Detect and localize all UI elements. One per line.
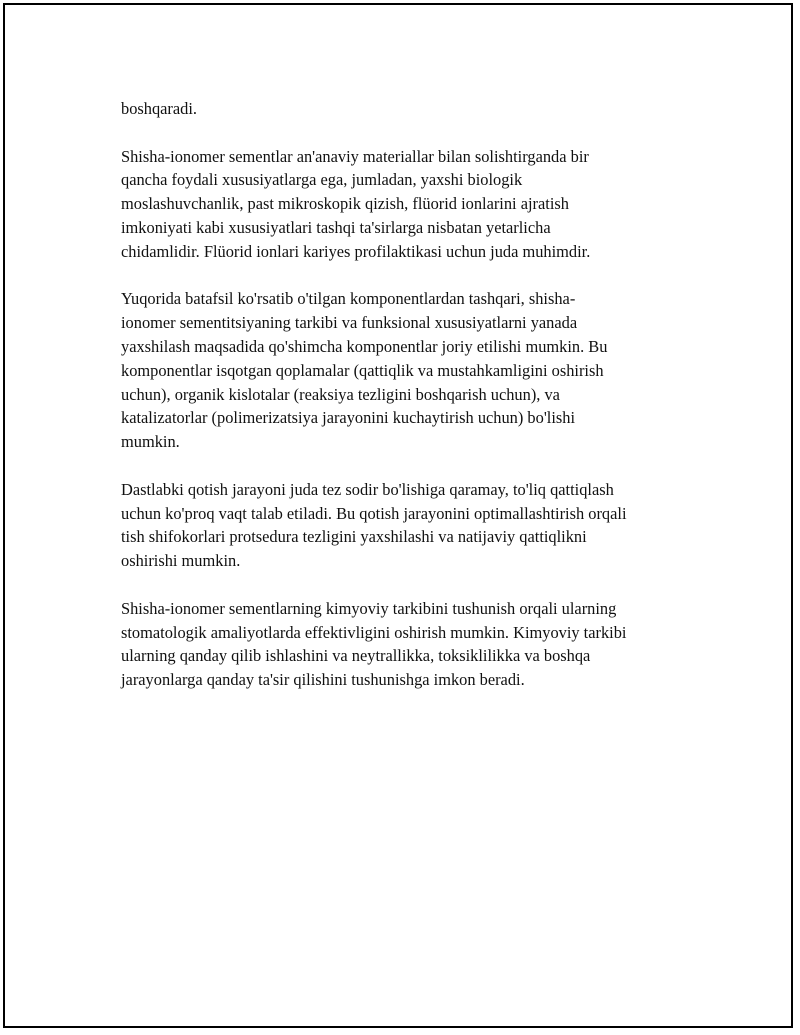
text-line: uchun), organik kislotalar (reaksiya tezligini boshqarish uchun), va: [121, 384, 560, 404]
text-line: jarayonlarga qanday ta'sir qilishini tushunishga imkon beradi.: [121, 670, 525, 690]
text-line: katalizatorlar (polimerizatsiya jarayonini kuchaytirish uchun) bo'lishi: [121, 408, 576, 428]
text-line: tish shifokorlari protsedura tezligini yaxshilashi va natijaviy qattiqlikni: [121, 527, 587, 547]
document-page: [3, 3, 793, 1028]
text-line: stomatologik amaliyotlarda effektivligini oshirish mumkin. Kimyoviy tarkibi: [121, 622, 627, 642]
text-line: mumkin.: [121, 432, 180, 452]
paragraph: [121, 145, 681, 264]
text-line: Shisha-ionomer sementlar an'anaviy materiallar bilan solishtirganda bir: [121, 146, 589, 166]
text-line: Yuqorida batafsil ko'rsatib o'tilgan komponentlardan tashqari, shisha-: [121, 289, 576, 309]
text-line: yaxshilash maqsadida qo'shimcha komponentlar joriy etilishi mumkin. Bu: [121, 336, 608, 356]
document-body: [121, 97, 681, 716]
text-line: ularning qanday qilib ishlashini va neytrallikka, toksiklilikka va boshqa: [121, 646, 591, 666]
text-line: imkoniyati kabi xususiyatlari tashqi ta'sirlarga nisbatan yetarlicha: [121, 217, 551, 237]
text-line: uchun ko'proq vaqt talab etiladi. Bu qotish jarayonini optimallashtirish orqali: [121, 503, 627, 523]
paragraph: [121, 478, 681, 573]
text-line: oshirishi mumkin.: [121, 551, 241, 571]
paragraph: [121, 97, 681, 121]
text-line: Shisha-ionomer sementlarning kimyoviy tarkibini tushunish orqali ularning: [121, 598, 617, 618]
text-line: qancha foydali xususiyatlarga ega, jumladan, yaxshi biologik: [121, 170, 523, 190]
text-line: chidamlidir. Flüorid ionlari kariyes profilaktikasi uchun juda muhimdir.: [121, 241, 591, 261]
text-line: Dastlabki qotish jarayoni juda tez sodir bo'lishiga qaramay, to'liq qattiqlash: [121, 479, 614, 499]
paragraph: [121, 287, 681, 454]
text-line: boshqaradi.: [121, 99, 198, 118]
text-line: moslashuvchanlik, past mikroskopik qizish, flüorid ionlarini ajratish: [121, 194, 569, 214]
text-line: komponentlar isqotgan qoplamalar (qattiqlik va mustahkamligini oshirish: [121, 360, 604, 380]
text-line: ionomer sementitsiyaning tarkibi va funksional xususiyatlarni yanada: [121, 313, 578, 333]
paragraph: [121, 597, 681, 692]
